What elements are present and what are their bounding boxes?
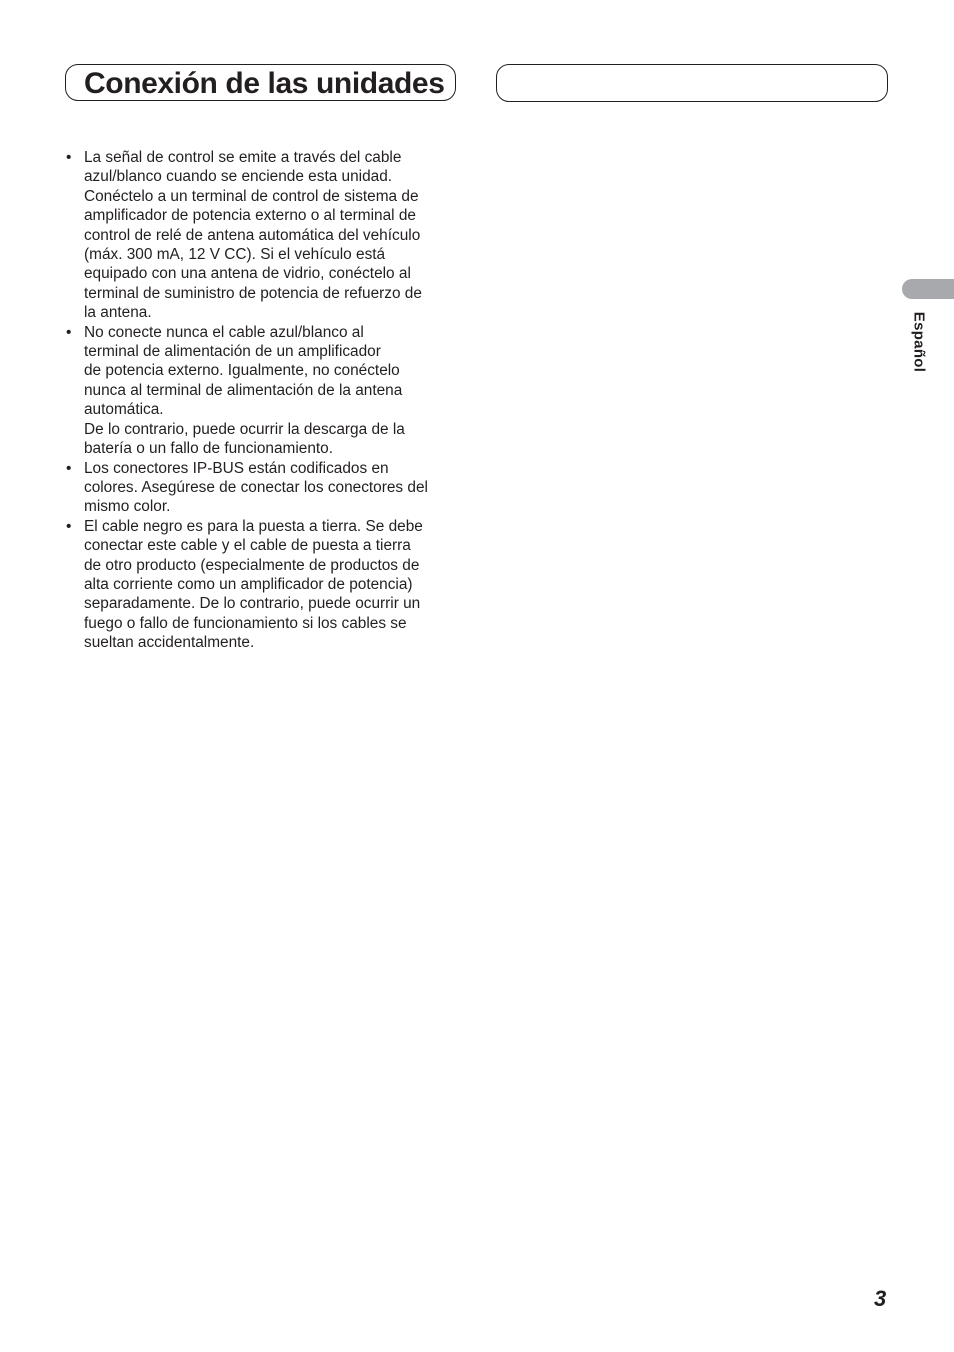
bullet-line: la antena. xyxy=(84,304,152,322)
language-tab-marker xyxy=(902,279,954,299)
bullet-line: nunca al terminal de alimentación de la antena xyxy=(84,381,403,399)
bullet-line: Los conectores IP-BUS están codificados en xyxy=(84,459,389,477)
empty-header-box xyxy=(496,64,888,102)
bullet-line: alta corriente como un amplificador de potencia) xyxy=(84,575,413,593)
bullet-line: conectar este cable y el cable de puesta a tierra xyxy=(84,537,411,555)
bullet-line: automática. xyxy=(84,401,164,419)
bullet-mark: • xyxy=(66,517,72,535)
bullet-item xyxy=(64,517,464,653)
bullet-line: sueltan accidentalmente. xyxy=(84,634,255,652)
bullet-mark: • xyxy=(66,459,72,477)
bullet-line: terminal de suministro de potencia de refuerzo de xyxy=(84,284,422,302)
bullet-line: terminal de alimentación de un amplificador xyxy=(84,343,381,361)
page-number: 3 xyxy=(874,1286,887,1311)
section-title-box xyxy=(65,64,456,101)
bullet-line: colores. Asegúrese de conectar los conectores del xyxy=(84,478,428,496)
bullet-line: El cable negro es para la puesta a tierra. Se debe xyxy=(84,517,423,535)
page-title: Conexión de las unidades xyxy=(84,67,445,100)
bullet-line: equipado con una antena de vidrio, conéctelo al xyxy=(84,265,411,283)
bullet-line: control de relé de antena automática del vehículo xyxy=(84,226,421,244)
bullet-line: fuego o fallo de funcionamiento si los cables se xyxy=(84,614,407,632)
bullet-line: De lo contrario, puede ocurrir la descarga de la xyxy=(84,420,405,438)
bullet-line: mismo color. xyxy=(84,498,171,516)
bullet-line: Conéctelo a un terminal de control de sistema de xyxy=(84,187,419,205)
bullet-line: batería o un fallo de funcionamiento. xyxy=(84,440,333,458)
language-tab-label: Español xyxy=(910,311,928,373)
bullet-mark: • xyxy=(66,323,72,341)
bullet-item xyxy=(64,459,464,517)
bullet-mark: • xyxy=(66,149,72,166)
bullet-line: No conecte nunca el cable azul/blanco al xyxy=(84,323,364,341)
bullet-item xyxy=(64,148,464,323)
bullet-item xyxy=(64,323,464,459)
bullet-line: (máx. 300 mA, 12 V CC). Si el vehículo está xyxy=(84,246,386,264)
bullet-line: azul/blanco cuando se enciende esta unidad. xyxy=(84,168,393,186)
bullet-line: de otro producto (especialmente de productos de xyxy=(84,556,420,574)
bullet-line: amplificador de potencia externo o al terminal de xyxy=(84,207,416,225)
bullet-list xyxy=(64,148,464,653)
bullet-line: La señal de control se emite a través del cable xyxy=(84,149,402,166)
bullet-line: de potencia externo. Igualmente, no conéctelo xyxy=(84,362,400,380)
bullet-line: separadamente. De lo contrario, puede ocurrir un xyxy=(84,595,421,613)
